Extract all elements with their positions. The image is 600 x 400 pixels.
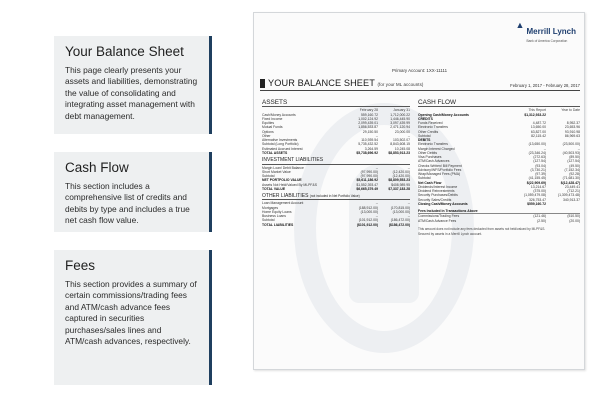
col-header: Year to Date	[561, 108, 580, 113]
cash-flow-card	[54, 152, 212, 232]
row-label: ATM/Cash Advances	[418, 159, 450, 164]
row-label: Checks Written/ Bill Payment	[418, 163, 462, 168]
cash-flow-rows	[418, 113, 580, 207]
row-value: $408,989.95	[391, 182, 410, 187]
row-value: 326,753.47	[529, 197, 546, 202]
row-value: $1,312,933.22	[524, 112, 546, 117]
row-label: Business Loans	[262, 214, 286, 219]
row-value: 1,856,533.87	[358, 125, 378, 130]
card-title: Your Balance Sheet	[65, 44, 184, 59]
row-value: (127.54)	[533, 159, 546, 164]
statement-period: February 1, 2017 - February 28, 2017	[510, 83, 580, 88]
row-label: TOTAL VALUE	[262, 186, 286, 191]
row-value: $8,853,913.23	[388, 150, 410, 155]
row-label: TOTAL ASSETS	[262, 150, 288, 155]
table-row	[418, 202, 580, 206]
row-value: (188,912.00)	[358, 205, 378, 210]
row-value: $5,738,696.92	[356, 150, 378, 155]
row-value: (712.21)	[567, 189, 580, 194]
row-value: (23,500.00)	[562, 142, 580, 147]
row-value: (89.50)	[569, 155, 580, 160]
row-value: --	[543, 146, 546, 151]
row-label: Advisory/WFS/Portfolio Fees	[418, 167, 462, 172]
cash-flow-heading: CASH FLOW	[418, 99, 580, 107]
row-value: --	[407, 165, 410, 170]
row-value: (49.50)	[569, 163, 580, 168]
row-value: $1,552,393.47	[356, 182, 378, 187]
row-label: Net Cash Flow	[418, 180, 442, 185]
row-label: Dividends/Interest Income	[418, 184, 458, 189]
row-label: Home Equity Loans	[262, 209, 292, 214]
row-value: (93.04)	[535, 163, 546, 168]
row-value: 1,446,445.90	[390, 116, 410, 121]
row-value: 93,910.98	[564, 129, 580, 134]
row-value: (3,730.21)	[530, 167, 546, 172]
row-value: (97,990.00)	[360, 174, 378, 179]
row-label: Cash/Money Accounts	[262, 112, 296, 117]
row-value: 23,000.00	[394, 129, 410, 134]
logo-subtitle: Bank of America Corporation	[526, 39, 568, 43]
row-value: $559,160.72	[527, 201, 546, 206]
row-value: 23,653.96	[564, 125, 580, 130]
row-value: 8,843,608.15	[390, 142, 410, 147]
row-value: $7,337,183.28	[388, 186, 410, 191]
row-label: Wrap/Managed Fees (PMA)	[418, 172, 461, 177]
row-value: --	[407, 201, 410, 206]
primary-account: Primary Account: 1XX-11111	[392, 68, 448, 73]
row-value: (2.50)	[537, 218, 546, 223]
row-label: ATM/Cash Advance Fees	[418, 218, 457, 223]
row-value: 8,952.37	[566, 121, 580, 126]
row-value: (127.54)	[567, 159, 580, 164]
investment-liabilities-heading: INVESTMENT LIABILITIES	[262, 157, 410, 164]
right-column	[418, 97, 580, 236]
row-label: DEBITS	[418, 138, 431, 143]
card-body: This page clearly presents your assets and liabilities, demonstrating the value of consolidating and integrating asset management with debt management.	[65, 65, 198, 121]
row-label: Other Credits	[418, 129, 439, 134]
row-value: (71,681.30)	[562, 176, 580, 181]
row-value: 2,471,120.94	[390, 125, 410, 130]
row-label: CREDITS	[418, 116, 433, 121]
other-liabilities-note: (not included in Net Portfolio Value)	[309, 194, 360, 199]
row-value: --	[375, 133, 378, 138]
row-value: (12,420.00)	[392, 169, 410, 174]
bull-logo-icon: ▲	[515, 20, 525, 30]
row-label: Subtotal	[262, 218, 275, 223]
row-value: (186,472.00)	[390, 218, 410, 223]
title-square-icon	[260, 79, 265, 88]
fees-rows	[418, 214, 580, 223]
assets-rows	[262, 113, 410, 156]
row-value: $(22,909.69)	[526, 180, 546, 185]
row-value: (170,815.00)	[390, 205, 410, 210]
statement-title-text: YOUR BALANCE SHEET	[268, 78, 375, 88]
row-label: Assets Not Held/Valued By MLPF&S	[262, 182, 317, 187]
row-value: 3,097,439.99	[390, 121, 410, 126]
row-label: Security Sales/Credits	[418, 197, 452, 202]
row-value: 4,487.72	[532, 121, 546, 126]
row-value: (13,650.00)	[528, 142, 546, 147]
row-label: Subtotal	[418, 176, 431, 181]
col-header: January 31	[393, 108, 410, 113]
row-label: Alternative Investments	[262, 138, 298, 143]
table-row	[262, 187, 410, 191]
row-value: 5,735,432.52	[358, 142, 378, 147]
row-label: Estimated Accrued Interest	[262, 146, 303, 151]
row-label: Equities	[262, 121, 275, 126]
row-value: 2,099,439.01	[358, 121, 378, 126]
left-column	[262, 97, 410, 227]
row-label: TOTAL LIABILITIES	[262, 222, 294, 227]
row-value: (375.00)	[533, 189, 546, 194]
row-value: (101,912.00)	[358, 218, 378, 223]
row-value: $6,665,379.49	[356, 186, 378, 191]
row-value: (121.46)	[533, 214, 546, 219]
row-label: Security Purchases/Debits	[418, 193, 458, 198]
row-value: (20.00)	[569, 218, 580, 223]
assets-heading: ASSETS	[262, 99, 410, 107]
statement-title-bar	[260, 77, 580, 91]
row-value: 1,712,000.22	[390, 112, 410, 117]
row-value: ($186,472.00)	[388, 222, 410, 227]
balance-sheet-card	[54, 36, 212, 134]
row-label: Opening Cash/Money Accounts	[418, 112, 469, 117]
other-liabilities-rows	[262, 201, 410, 227]
row-label: Margin Interest Charged	[418, 146, 455, 151]
row-value: (97.39)	[535, 172, 546, 177]
row-value: (23,346.24)	[528, 150, 546, 155]
card-body: This section includes a comprehensive list of credits and debits by type and includes a true net cash flow value.	[65, 181, 190, 226]
statement-title	[268, 78, 423, 90]
row-value: 3,264.59	[364, 146, 378, 151]
row-value: 13,214.67	[530, 184, 546, 189]
card-body: This section provides a summary of certain commissions/trading fees and ATM/cash advance fees captured in securities purchases/sales lines and ATM/cash advances, respectively.	[65, 279, 197, 347]
other-liabilities-title: OTHER LIABILITIES	[262, 193, 309, 200]
row-value: (13,000.00)	[392, 209, 410, 214]
row-value: 86,969.63	[564, 133, 580, 138]
row-label: Fixed Income	[262, 116, 283, 121]
row-value: (41,155.45)	[528, 176, 546, 181]
row-value: 10,245.08	[394, 146, 410, 151]
row-label: Subtotal	[418, 133, 431, 138]
row-label: Visa Purchases	[418, 155, 442, 160]
col-header: February 28	[359, 108, 378, 113]
table-row	[262, 223, 410, 227]
row-value	[546, 202, 580, 206]
row-label: Commissions/Trading Fees	[418, 214, 460, 219]
table-row	[418, 219, 580, 223]
row-label: Subtotal	[262, 174, 275, 179]
card-title: Cash Flow	[65, 160, 129, 175]
row-label: Options	[262, 129, 274, 134]
row-value: --	[375, 165, 378, 170]
row-label: Other	[262, 133, 271, 138]
row-value: --	[407, 133, 410, 138]
row-label: Margin Loan/ Debit Balance	[262, 165, 304, 170]
row-value: $(12,428.47)	[560, 180, 580, 185]
row-value: 1,002,124.92	[358, 116, 378, 121]
fees-card	[54, 250, 212, 385]
row-label: Loan Management Account	[262, 201, 304, 206]
row-label: Mutual Funds	[262, 125, 283, 130]
row-value: --	[577, 146, 580, 151]
row-label: Mortgages	[262, 205, 279, 210]
row-value: (272.63)	[533, 155, 546, 160]
row-value: (13,000.00)	[360, 209, 378, 214]
card-title: Fees	[65, 258, 96, 273]
row-label: Funds Received	[418, 121, 443, 126]
row-value: 29,150.50	[362, 129, 378, 134]
row-value: (1,059,479.08)	[523, 193, 546, 198]
footnote: This amount does not include any fees deducted from assets not held/valued by MLPF&S.	[418, 226, 546, 231]
row-value: (7,152.34)	[564, 167, 580, 172]
row-value: $8,809,553.23	[388, 178, 410, 183]
row-label: Other Debits	[418, 150, 438, 155]
investment-liabilities-rows	[262, 166, 410, 192]
row-label: Short Market Value	[262, 169, 291, 174]
row-value: ($101,912.00)	[356, 222, 378, 227]
row-value: 23,449.41	[564, 184, 580, 189]
row-value: (12,420.00)	[392, 174, 410, 179]
merrill-lynch-logo	[516, 21, 577, 43]
row-value: (510.50)	[567, 214, 580, 219]
col-header: This Report	[528, 108, 546, 113]
row-value: --	[375, 201, 378, 206]
row-value: 63,827.00	[530, 129, 546, 134]
row-value: 103,502.07	[393, 138, 410, 143]
row-value: (1,309,473.48)	[557, 193, 580, 198]
row-value: 13,650.00	[530, 125, 546, 130]
row-label: Dividend Reinvestments	[418, 189, 455, 194]
row-value: (97,990.00)	[360, 169, 378, 174]
row-value: (40,503.93)	[562, 150, 580, 155]
row-value: 340,913.37	[563, 197, 580, 202]
row-label: Subtotal (Long Portfolio)	[262, 142, 299, 147]
statement-title-note: (for your ML accounts)	[377, 82, 424, 87]
row-value: 110,939.54	[361, 138, 378, 143]
row-label: Closing Cash/Money Accounts	[418, 201, 468, 206]
fees-heading-text: Fees Included in Transactions Above	[418, 209, 478, 214]
footnote: Secured by assets in a Merrill Lynch account.	[418, 232, 483, 236]
table-row	[262, 151, 410, 155]
row-label: Electronic Transfers	[418, 142, 448, 147]
statement-page	[253, 12, 585, 370]
row-value: 559,160.72	[361, 112, 378, 117]
row-value: --	[407, 214, 410, 219]
row-value: $5,611,186.92	[356, 178, 378, 183]
row-label: NET PORTFOLIO VALUE	[262, 178, 302, 183]
logo-name: Merrill Lynch	[526, 27, 576, 36]
other-liabilities-heading	[262, 193, 410, 200]
row-value: 82,115.42	[531, 133, 546, 138]
row-value: (92.28)	[569, 172, 580, 177]
row-label: Electronic Transfers	[418, 125, 448, 130]
row-value: --	[375, 214, 378, 219]
